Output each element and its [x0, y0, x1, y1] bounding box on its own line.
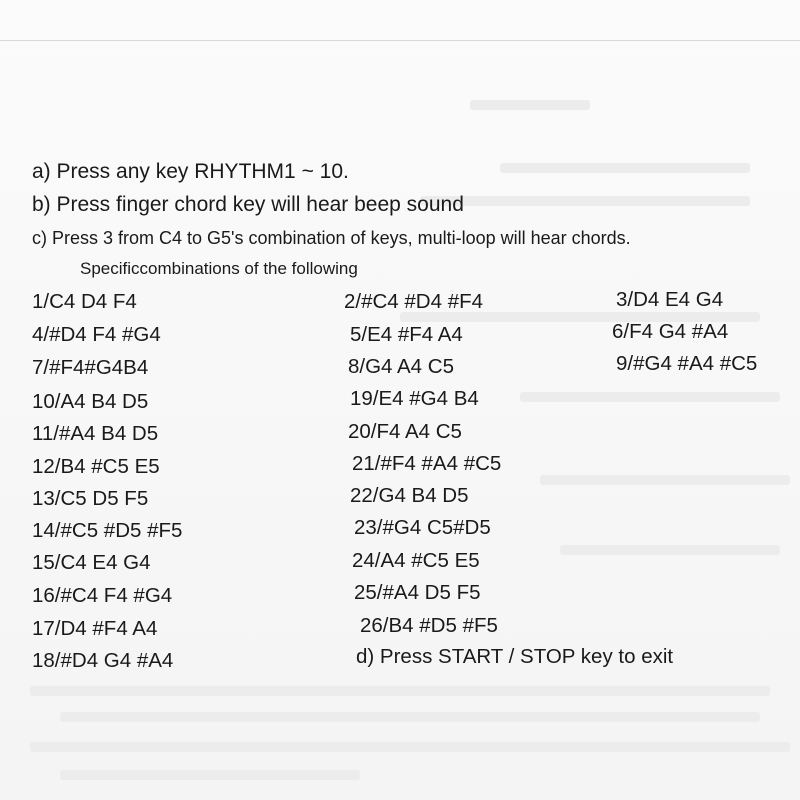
- chord-combination: 24/A4 #C5 E5: [352, 549, 480, 572]
- chord-combination: 5/E4 #F4 A4: [350, 323, 463, 346]
- chord-combination: 1/C4 D4 F4: [32, 290, 137, 313]
- chord-combination: 18/#D4 G4 #A4: [32, 649, 174, 672]
- chord-combination: 22/G4 B4 D5: [350, 484, 469, 507]
- chord-combination: 17/D4 #F4 A4: [32, 617, 158, 640]
- chord-combination: 4/#D4 F4 #G4: [32, 323, 161, 346]
- bleed-through-mark: [470, 100, 590, 110]
- bleed-through-mark: [30, 742, 790, 752]
- bleed-through-mark: [60, 712, 760, 722]
- chord-combination: 20/F4 A4 C5: [348, 420, 462, 443]
- chord-combination: 13/C5 D5 F5: [32, 487, 149, 510]
- chord-combination: 10/A4 B4 D5: [32, 390, 149, 413]
- chord-combination: 12/B4 #C5 E5: [32, 455, 160, 478]
- chord-combination: 3/D4 E4 G4: [616, 288, 724, 311]
- bleed-through-mark: [60, 770, 360, 780]
- bleed-through-mark: [30, 686, 770, 696]
- chord-combination: 21/#F4 #A4 #C5: [352, 452, 502, 475]
- bleed-through-mark: [520, 392, 780, 402]
- chord-combination: 15/C4 E4 G4: [32, 551, 151, 574]
- chord-combination: 6/F4 G4 #A4: [612, 320, 729, 343]
- bleed-through-mark: [560, 545, 780, 555]
- bleed-through-mark: [500, 163, 750, 173]
- chord-combination: 11/#A4 B4 D5: [32, 422, 159, 445]
- chord-combination: 19/E4 #G4 B4: [350, 387, 479, 410]
- chord-combination: 9/#G4 #A4 #C5: [616, 352, 758, 375]
- instruction-d: d) Press START / STOP key to exit: [356, 645, 674, 668]
- chord-combination: 7/#F4#G4B4: [32, 356, 149, 379]
- chord-combination: 23/#G4 C5#D5: [354, 516, 491, 539]
- instruction-c-subheading: Specificcombinations of the following: [80, 259, 358, 278]
- chord-combination: 16/#C4 F4 #G4: [32, 584, 173, 607]
- chord-combination: 25/#A4 D5 F5: [354, 581, 481, 604]
- bleed-through-mark: [420, 196, 750, 206]
- instruction-b: b) Press finger chord key will hear beep sound: [32, 193, 464, 216]
- instruction-c: c) Press 3 from C4 to G5's combination of keys, multi-loop will hear chords.: [32, 228, 631, 248]
- instruction-a: a) Press any key RHYTHM1 ~ 10.: [32, 160, 349, 183]
- chord-combination: 26/B4 #D5 #F5: [360, 614, 498, 637]
- chord-combination: 8/G4 A4 C5: [348, 355, 454, 378]
- chord-combination: 14/#C5 #D5 #F5: [32, 519, 183, 542]
- page-top-edge: [0, 40, 800, 41]
- bleed-through-mark: [540, 475, 790, 485]
- chord-combination: 2/#C4 #D4 #F4: [344, 290, 484, 313]
